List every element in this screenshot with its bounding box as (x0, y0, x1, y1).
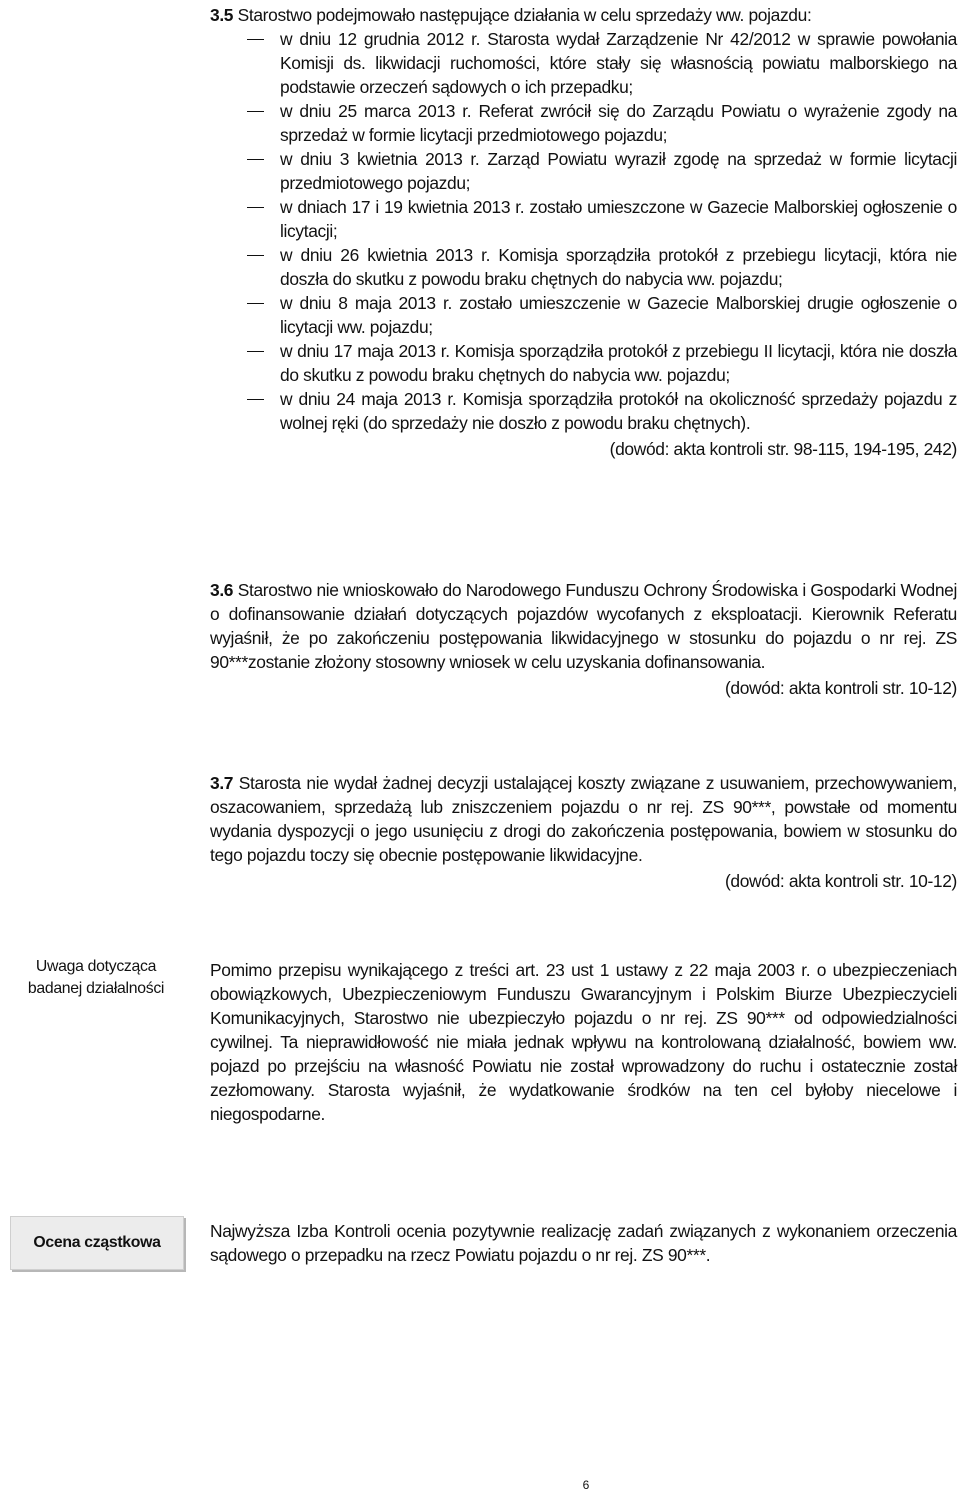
section-3-5 (210, 3, 957, 461)
remark-body: Pomimo przepisu wynikającego z treści art. 23 ust 1 ustawy z 22 maja 2003 r. o ubezpieczeniach obowiązkowych, Ubezpieczeniowym Funduszu Gwarancyjnym i Polskim Biurze Ubezpieczycieli Komunikacyjnych, Starostwo nie ubezpieczyło pojazdu o nr rej. ZS 90*** od odpowiedzialności cywilnej. Ta nieprawidłowość nie miała jednak wpływu na kontrolowaną działalność, bowiem ww. pojazd po przejściu na własność Powiatu nie został wprowadzony do ruchu i ostatecznie został zezłomowany. Starosta wyjaśnił, że wydatkowanie środków na ten cel byłoby niecelowe i niegospodarne. (210, 960, 957, 1124)
remark-label: Uwaga dotycząca badanej działalności (27, 958, 165, 997)
section-3-6-body: 3.6 Starostwo nie wnioskowało do Narodowego Funduszu Ochrony Środowiska i Gospodarki Wodnej o dofinansowanie działań dotyczących pojazdów wycofanych z eksploatacji. Kierownik Referatu wyjaśnił, że po zakończeniu postępowania likwidacyjnego w stosunku do pojazdu o nr rej. ZS 90***zostanie złożony stosowny wniosek w celu uzyskania dofinansowania. (210, 580, 957, 672)
section-number: 3.6 (210, 580, 234, 600)
section-3-6 (210, 578, 957, 700)
section-number: 3.5 (210, 5, 234, 25)
list-item: w dniu 26 kwietnia 2013 r. Komisja sporządziła protokół z przebiegu licytacji, która nie doszła do skutku z powodu braku chętnych do nabycia ww. pojazdu; (210, 243, 957, 291)
section-3-5-intro: 3.5 Starostwo podejmowało następujące działania w celu sprzedaży ww. pojazdu: (210, 5, 812, 25)
page-number: 6 (582, 1478, 590, 1492)
evidence-note: (dowód: akta kontroli str. 10-12) (724, 678, 957, 698)
section-number: 3.7 (210, 773, 234, 793)
list-item: w dniu 17 maja 2013 r. Komisja sporządziła protokół z przebiegu II licytacji, która nie doszła do skutku z powodu braku chętnych do nabycia ww. pojazdu; (210, 339, 957, 387)
list-item: w dniu 8 maja 2013 r. zostało umieszczenie w Gazecie Malborskiej drugie ogłoszenie o licytacji ww. pojazdu; (210, 291, 957, 339)
list-item: w dniu 25 marca 2013 r. Referat zwrócił się do Zarządu Powiatu o wyrażenie zgody na sprzedaż w formie licytacji przedmiotowego pojazdu; (210, 99, 957, 147)
list-item: w dniu 12 grudnia 2012 r. Starosta wydał Zarządzenie Nr 42/2012 w sprawie powołania Komisji ds. likwidacji ruchomości, które stały się własnością powiatu malborskiego na podstawie orzeczeń sądowych o ich przepadku; (210, 27, 957, 99)
list-item: w dniu 24 maja 2013 r. Komisja sporządziła protokół na okoliczność sprzedaży pojazdu z wolnej ręki (do sprzedaży nie doszło z powodu braku chętnych). (210, 387, 957, 435)
list-item: w dniu 3 kwietnia 2013 r. Zarząd Powiatu wyraził zgodę na sprzedaż w formie licytacji przedmiotowego pojazdu; (210, 147, 957, 195)
section-3-7-body: 3.7 Starosta nie wydał żadnej decyzji ustalającej koszty związane z usuwaniem, przechowywaniem, oszacowaniem, sprzedażą lub zniszczeniem pojazdu o nr rej. ZS 90***, powstałe od momentu wydania dyspozycji o jego usunięciu z drogi do zakończenia postępowania, bowiem w stosunku do tego pojazdu toczy się obecnie postępowanie likwidacyjne. (210, 773, 957, 865)
assessment-label: Ocena cząstkowa (10, 1216, 184, 1270)
evidence-note: (dowód: akta kontroli str. 10-12) (724, 871, 957, 891)
evidence-note: (dowód: akta kontroli str. 98-115, 194-195, 242) (609, 439, 957, 459)
list-item: w dniach 17 i 19 kwietnia 2013 r. zostało umieszczone w Gazecie Malborskiej ogłoszenie o licytacji; (210, 195, 957, 243)
assessment-body: Najwyższa Izba Kontroli ocenia pozytywnie realizację zadań związanych z wykonaniem orzeczenia sądowego o przepadku na rzecz Powiatu pojazdu o nr rej. ZS 90***. (210, 1221, 957, 1265)
section-3-7 (210, 771, 957, 893)
sales-actions-list (210, 27, 957, 435)
